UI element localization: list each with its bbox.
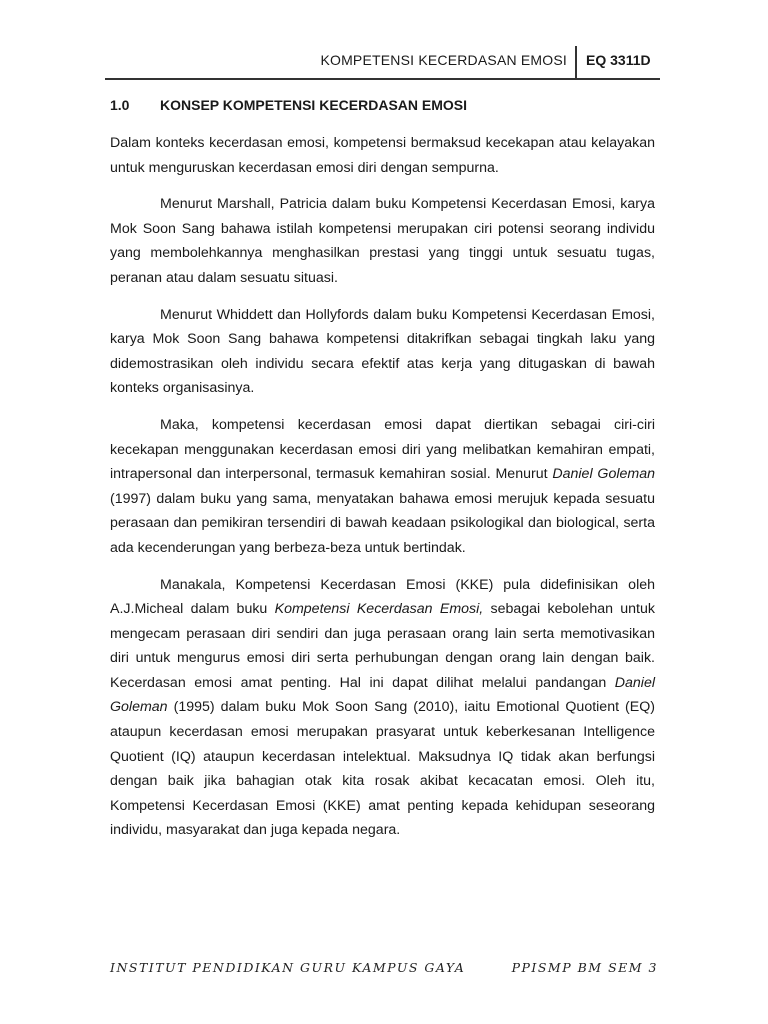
paragraph-5-text-a: Manakala, Kompetensi Kecerdasan Emosi (KKE) pula didefinisikan oleh A.J.Micheal dalam buku bbox=[110, 576, 655, 618]
paragraph-1: Dalam konteks kecerdasan emosi, kompetensi bermaksud kecekapan atau kelayakan untuk menguruskan kecerdasan emosi diri dengan sempurna. bbox=[110, 135, 655, 176]
running-header bbox=[105, 46, 660, 80]
paragraph-2: Menurut Marshall, Patricia dalam buku Kompetensi Kecerdasan Emosi, karya Mok Soon Sang bahawa istilah kompetensi merupakan ciri potensi seorang individu yang membolehkannya menghasilkan prestasi yang tinggi untuk sesuatu tugas, peranan atau dalam sesuatu situasi. bbox=[110, 196, 655, 286]
paragraph-5-text-c: sebagai kebolehan untuk mengecam perasaan diri sendiri dan juga perasaan orang lain serta memotivasikan diri untuk mengurus emosi diri serta perhubungan dengan orang lain dengan baik. Kecerdasan emosi amat penting. Hal ini dapat dilihat melalui pandangan bbox=[110, 601, 655, 691]
book-title-italic: Kompetensi Kecerdasan Emosi, bbox=[274, 601, 484, 618]
header-title: KOMPETENSI KECERDASAN EMOSI bbox=[320, 52, 567, 68]
paragraph-5-text-e: (1995) dalam buku Mok Soon Sang (2010), iaitu Emotional Quotient (EQ) ataupun kecerdasan emosi merupakan prasyarat untuk keberkesanan Intelligence Quotient (IQ) ataupun kecerdasan intelektual. Maksudnya IQ tidak akan berfungsi dengan baik jika bahagian otak kita rosak akibat kecacatan emosi. Oleh itu, Kompetensi Kecerdasan Emosi (KKE) amat penting kepada kehidupan seseorang individu, masyarakat dan juga kepada negara. bbox=[110, 699, 655, 839]
author-name-italic: Daniel Goleman bbox=[110, 674, 655, 716]
section-title: KONSEP KOMPETENSI KECERDASAN EMOSI bbox=[160, 97, 468, 113]
section-number: 1.0 bbox=[110, 97, 130, 113]
paragraph-3: Menurut Whiddett dan Hollyfords dalam buku Kompetensi Kecerdasan Emosi, karya Mok Soon Sang bahawa kompetensi ditakrifkan sebagai tingkah laku yang didemostrasikan oleh individu secara efektif atas kerja yang ditugaskan di bawah konteks organisasinya. bbox=[110, 306, 655, 397]
author-name-italic: Daniel Goleman bbox=[552, 466, 656, 483]
body-text bbox=[110, 131, 655, 855]
header-divider bbox=[575, 46, 577, 78]
section-heading bbox=[110, 97, 467, 113]
footer-institution: INSTITUT PENDIDIKAN GURU KAMPUS GAYA bbox=[110, 960, 466, 975]
footer-program: PPISMP BM SEM 3 bbox=[511, 960, 658, 975]
paragraph-4-text-c: (1997) dalam buku yang sama, menyatakan bahawa emosi merujuk kepada sesuatu perasaan dan pemikiran tersendiri di bawah keadaan psikologikal dan biological, serta ada kecenderungan yang berbeza-beza untuk bertindak. bbox=[110, 490, 655, 556]
paragraph-5 bbox=[110, 573, 655, 844]
paragraph-4 bbox=[110, 413, 655, 561]
course-code: EQ 3311D bbox=[586, 52, 651, 68]
paragraph-4-text-a: Maka, kompetensi kecerdasan emosi dapat diertikan sebagai ciri-ciri kecekapan menggunakan kecerdasan emosi diri yang melibatkan kemahiran empati, intrapersonal dan interpersonal, termasuk kemahiran sosial. Menurut bbox=[110, 416, 655, 483]
